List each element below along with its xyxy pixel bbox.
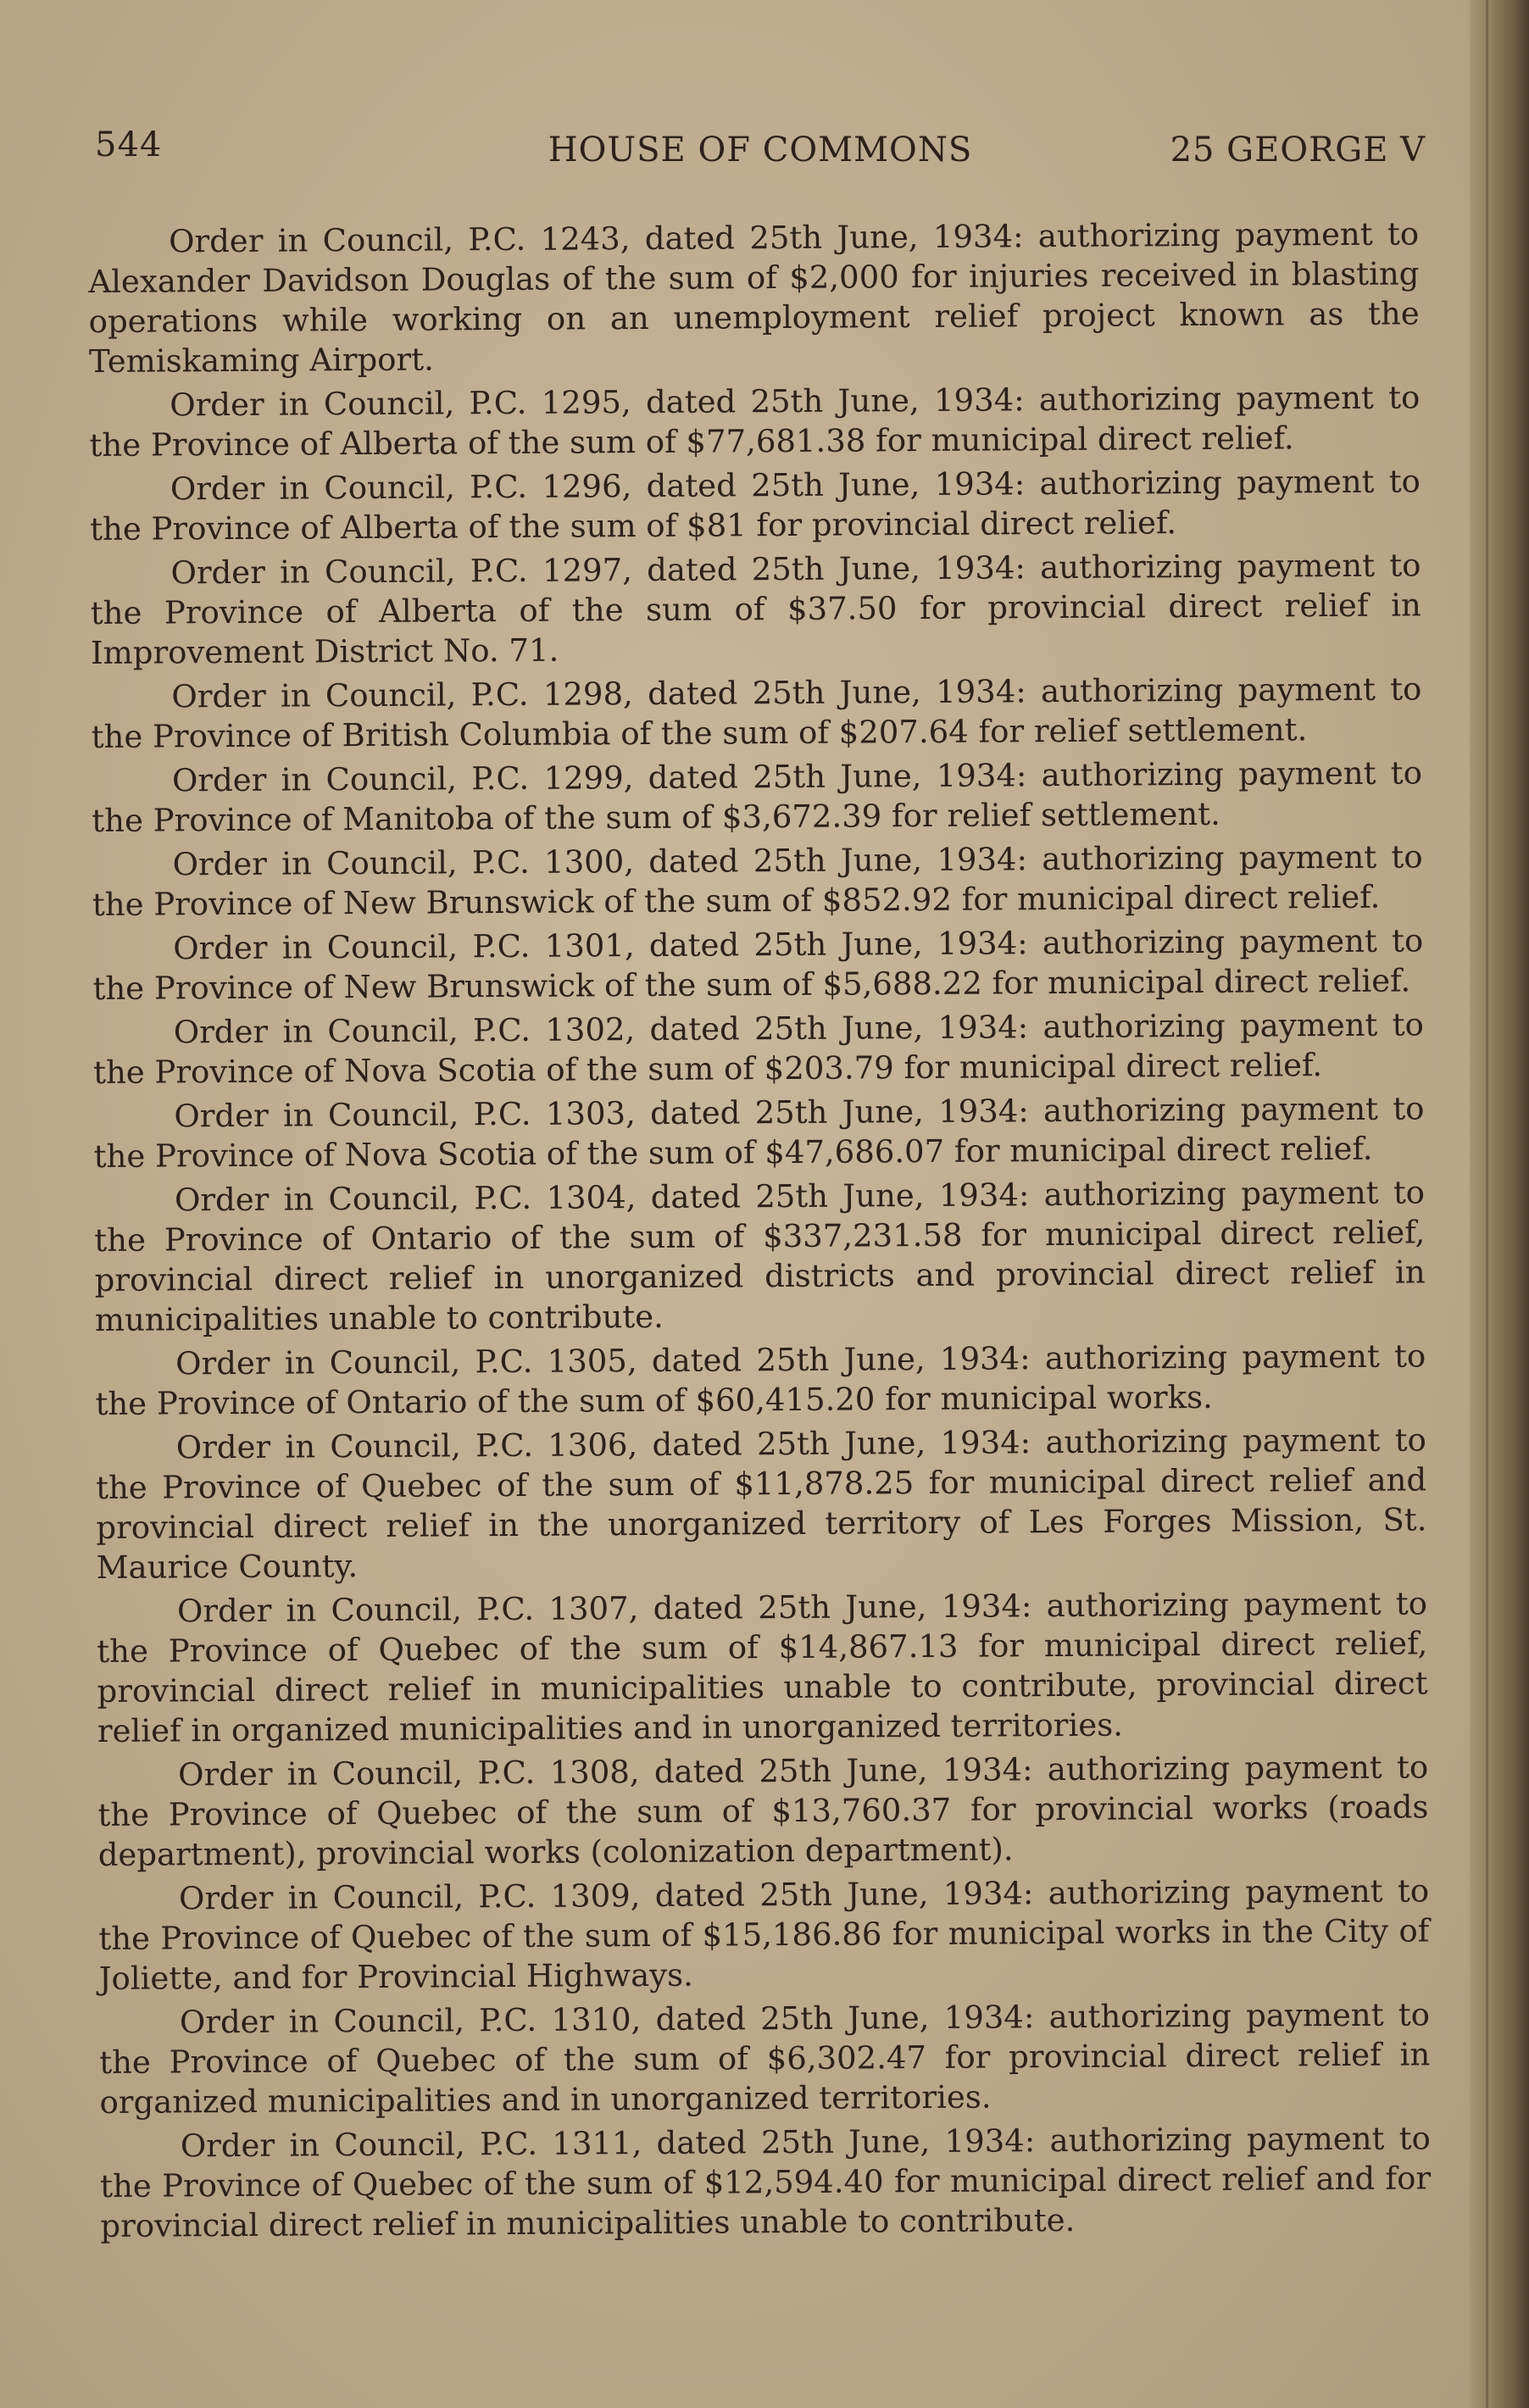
order-entry-pc-1300: Order in Council, P.C. 1300, dated 25th June, 1934: authorizing payment to the Province of New Brunswick of the sum of $852.92 for municipal direct relief.	[92, 838, 1423, 923]
order-entry-pc-1304: Order in Council, P.C. 1304, dated 25th June, 1934: authorizing payment to the Province of Ontario of the sum of $337,231.58 for municipal direct relief, provincial direct relief in unorganized districts and provincial direct relief in municipalities unable to contribute.	[94, 1174, 1426, 1338]
order-entry-pc-1311: Order in Council, P.C. 1311, dated 25th June, 1934: authorizing payment to the Province of Quebec of the sum of $12,594.40 for municipal direct relief and for provincial direct relief in municipalities unable to contribute.	[100, 2120, 1432, 2244]
order-entry-pc-1303: Order in Council, P.C. 1303, dated 25th June, 1934: authorizing payment to the Province of Nova Scotia of the sum of $47,686.07 for municipal direct relief.	[93, 1090, 1425, 1175]
order-entry-pc-1301: Order in Council, P.C. 1301, dated 25th June, 1934: authorizing payment to the Province of New Brunswick of the sum of $5,688.22 for municipal direct relief.	[92, 922, 1424, 1007]
order-entry-pc-1243: Order in Council, P.C. 1243, dated 25th June, 1934: authorizing payment to Alexander Davidson Douglas of the sum of $2,000 for injuries received in blasting operations while working on an unemployment relief project known as the Temiskaming Airport.	[88, 215, 1420, 380]
order-entry-pc-1309: Order in Council, P.C. 1309, dated 25th June, 1934: authorizing payment to the Province of Quebec of the sum of $15,186.86 for municipal works in the City of Joliette, and for Provincial Highways.	[98, 1872, 1430, 1997]
regnal-year: 25 GEORGE V	[1170, 131, 1426, 170]
order-entry-pc-1310: Order in Council, P.C. 1310, dated 25th June, 1934: authorizing payment to the Province of Quebec of the sum of $6,302.47 for provincial direct relief in organized municipalities and in unorganized territories.	[99, 1996, 1431, 2121]
order-entry-pc-1305: Order in Council, P.C. 1305, dated 25th June, 1934: authorizing payment to the Province of Ontario of the sum of $60,415.20 for municipal works.	[95, 1337, 1426, 1422]
binding-edge	[1470, 0, 1529, 2408]
running-title: HOUSE OF COMMONS	[548, 131, 973, 170]
order-entry-pc-1297: Order in Council, P.C. 1297, dated 25th June, 1934: authorizing payment to the Province of Alberta of the sum of $37.50 for provincial direct relief in Improvement District No. 71.	[90, 547, 1421, 671]
binding-shadow	[1486, 0, 1488, 2408]
order-entry-pc-1307: Order in Council, P.C. 1307, dated 25th June, 1934: authorizing payment to the Province of Quebec of the sum of $14,867.13 for municipal direct relief, provincial direct relief in municipalities unable to contribute, provincial direct relief in organized municipalities and in unorganized territories.	[97, 1585, 1428, 1749]
order-entry-pc-1302: Order in Council, P.C. 1302, dated 25th June, 1934: authorizing payment to the Province of Nova Scotia of the sum of $203.79 for municipal direct relief.	[92, 1006, 1424, 1091]
page-number: 544	[95, 125, 163, 164]
order-entry-pc-1296: Order in Council, P.C. 1296, dated 25th June, 1934: authorizing payment to the Province of Alberta of the sum of $81 for provincial direct relief.	[90, 463, 1421, 548]
page-header	[95, 125, 1426, 176]
order-entry-pc-1299: Order in Council, P.C. 1299, dated 25th June, 1934: authorizing payment to the Province of Manitoba of the sum of $3,672.39 for relief settlement.	[92, 754, 1423, 839]
order-entry-pc-1306: Order in Council, P.C. 1306, dated 25th June, 1934: authorizing payment to the Province of Quebec of the sum of $11,878.25 for municipal direct relief and provincial direct relief in the unorganized territory of Les Forges Mission, St. Maurice County.	[95, 1421, 1427, 1586]
orders-in-council-list	[88, 214, 1432, 2250]
order-entry-pc-1298: Order in Council, P.C. 1298, dated 25th June, 1934: authorizing payment to the Province of British Columbia of the sum of $207.64 for relief settlement.	[91, 670, 1422, 755]
order-entry-pc-1308: Order in Council, P.C. 1308, dated 25th June, 1934: authorizing payment to the Province of Quebec of the sum of $13,760.37 for provincial works (roads department), provincial works (colonization department).	[97, 1749, 1429, 1873]
order-entry-pc-1295: Order in Council, P.C. 1295, dated 25th June, 1934: authorizing payment to the Province of Alberta of the sum of $77,681.38 for municipal direct relief.	[89, 379, 1421, 464]
